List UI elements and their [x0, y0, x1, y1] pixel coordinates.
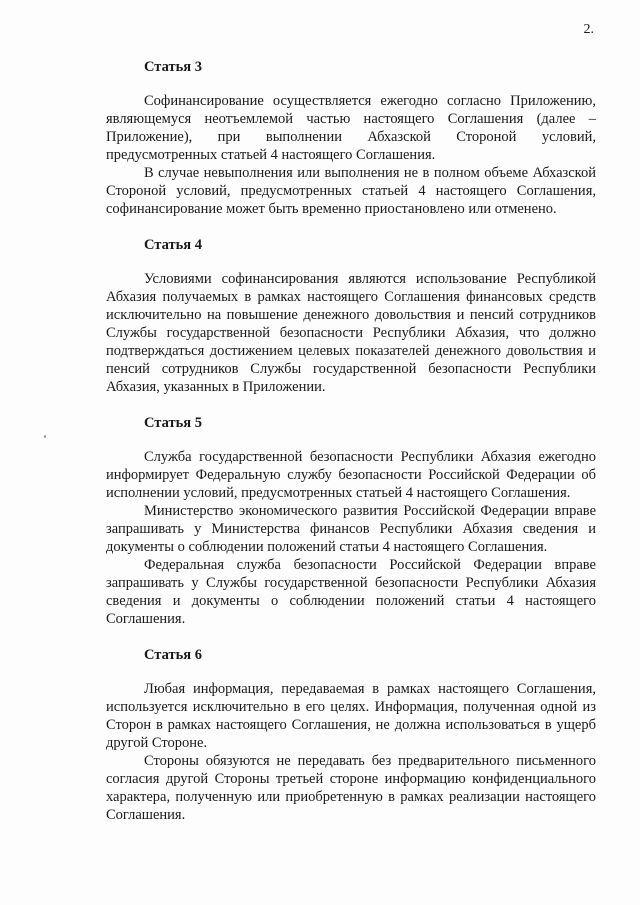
page-number: 2.	[583, 22, 594, 37]
document-body	[106, 58, 596, 824]
paragraph: Условиями софинансирования являются использование Республикой Абхазия получаемых в рамках настоящего Соглашения финансовых средств исключительно на повышение денежного довольствия и пенсий сотрудников Службы государственной безопасности Республики Абхазия, что должно подтверждаться достижением целевых показателей денежного довольствия и пенсий сотрудников Службы государственной безопасности Республики Абхазия, указанных в Приложении.	[106, 271, 596, 395]
article-heading: Статья 4	[144, 237, 202, 253]
article-heading: Статья 6	[144, 647, 202, 663]
article-3	[106, 58, 596, 218]
article-heading: Статья 5	[144, 415, 202, 431]
paragraph: Служба государственной безопасности Республики Абхазия ежегодно информирует Федеральную службу безопасности Российской Федерации об исполнении условий, предусмотренных статьей 4 настоящего Соглашения.	[106, 449, 596, 501]
paragraph: Софинансирование осуществляется ежегодно согласно Приложению, являющемуся неотъемлемой частью настоящего Соглашения (далее – Приложение), при выполнении Абхазской Стороной условий, предусмотренных статьей 4 настоящего Соглашения.	[106, 93, 596, 163]
paragraph: Любая информация, передаваемая в рамках настоящего Соглашения, используется исключительно в его целях. Информация, полученная одной из Сторон в рамках настоящего Соглашения, не должна использоваться в ущерб другой Стороне.	[106, 681, 596, 751]
paragraph: В случае невыполнения или выполнения не в полном объеме Абхазской Стороной условий, предусмотренных статьей 4 настоящего Соглашения, софинансирование может быть временно приостановлено или отменено.	[106, 165, 596, 217]
article-5	[106, 414, 596, 628]
scan-speck	[44, 435, 46, 438]
article-6	[106, 646, 596, 824]
paragraph: Министерство экономического развития Российской Федерации вправе запрашивать у Министерства финансов Республики Абхазия сведения и документы о соблюдении положений статьи 4 настоящего Соглашения.	[106, 503, 596, 555]
paragraph: Федеральная служба безопасности Российской Федерации вправе запрашивать у Службы государственной безопасности Республики Абхазия сведения и документы о соблюдении положений статьи 4 настоящего Соглашения.	[106, 557, 596, 627]
article-4	[106, 236, 596, 396]
article-heading: Статья 3	[144, 59, 202, 75]
paragraph: Стороны обязуются не передавать без предварительного письменного согласия другой Стороны третьей стороне информацию конфиденциального характера, полученную или приобретенную в рамках реализации настоящего Соглашения.	[106, 753, 596, 823]
